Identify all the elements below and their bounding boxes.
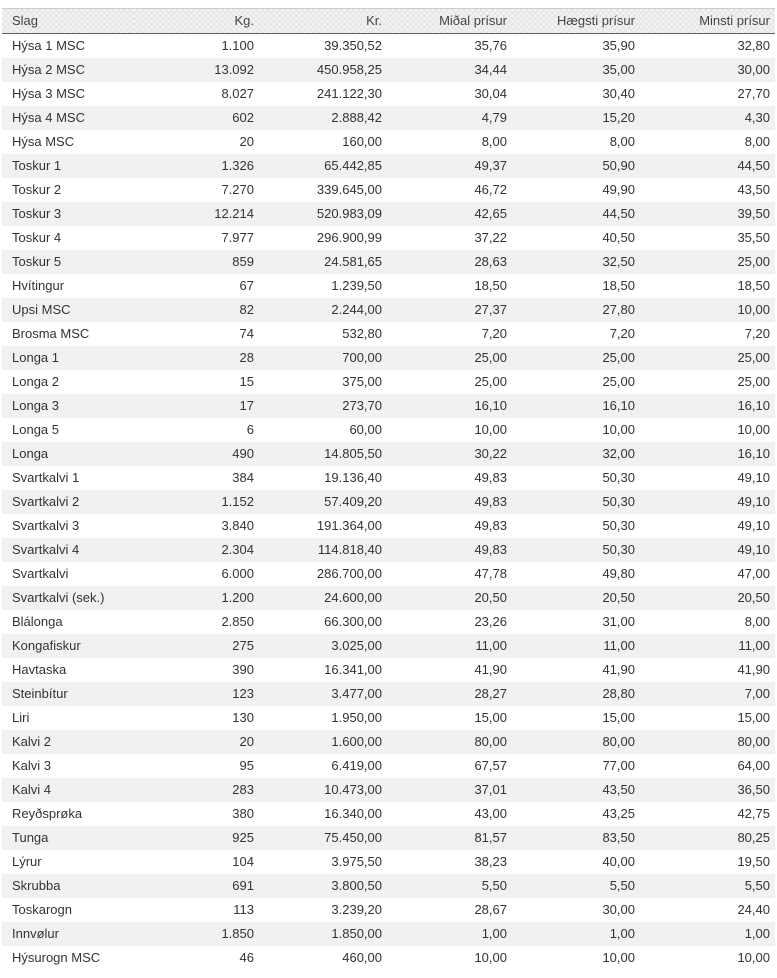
cell-haegsti-prisur: 5,50 <box>609 878 635 893</box>
cell-midal-prisur: 49,83 <box>474 470 507 485</box>
table-row <box>2 466 775 490</box>
cell-kr: 3.800,50 <box>331 878 382 893</box>
cell-slag: Svartkalvi (sek.) <box>12 590 105 605</box>
cell-minsti-prisur: 27,70 <box>737 86 770 101</box>
cell-kr: 3.239,20 <box>331 902 382 917</box>
cell-kr: 24.581,65 <box>324 254 382 269</box>
table-row <box>2 898 775 922</box>
cell-haegsti-prisur: 43,50 <box>602 782 635 797</box>
cell-minsti-prisur: 11,00 <box>738 638 770 653</box>
cell-haegsti-prisur: 30,40 <box>602 86 635 101</box>
cell-slag: Hýsa 3 MSC <box>12 86 85 101</box>
cell-haegsti-prisur: 77,00 <box>602 758 635 773</box>
cell-kr: 16.340,00 <box>324 806 382 821</box>
cell-kr: 286.700,00 <box>316 566 382 581</box>
cell-haegsti-prisur: 83,50 <box>602 830 635 845</box>
cell-kg: 380 <box>232 806 254 821</box>
table-row <box>2 178 775 202</box>
column-header-slag: Slag <box>2 9 134 34</box>
cell-midal-prisur: 49,83 <box>474 542 507 557</box>
table-row <box>2 802 775 826</box>
table-row <box>2 298 775 322</box>
cell-haegsti-prisur: 31,00 <box>602 614 635 629</box>
cell-slag: Longa 5 <box>12 422 59 437</box>
table-row <box>2 490 775 514</box>
column-header-midal-prisur: Miðal prísur <box>387 9 512 34</box>
cell-minsti-prisur: 1,00 <box>744 926 770 941</box>
cell-haegsti-prisur: 15,00 <box>602 710 635 725</box>
cell-haegsti-prisur: 18,50 <box>602 278 635 293</box>
cell-slag: Longa 3 <box>12 398 59 413</box>
cell-minsti-prisur: 47,00 <box>737 566 770 581</box>
cell-kg: 7.977 <box>221 230 254 245</box>
cell-slag: Longa 2 <box>12 374 59 389</box>
cell-midal-prisur: 49,83 <box>474 494 507 509</box>
cell-slag: Longa <box>12 446 49 461</box>
table-row <box>2 82 775 106</box>
cell-midal-prisur: 81,57 <box>474 830 507 845</box>
table-row <box>2 658 775 682</box>
column-header-kg: Kg. <box>134 9 259 34</box>
cell-kr: 16.341,00 <box>324 662 382 677</box>
cell-midal-prisur: 1,00 <box>481 926 507 941</box>
cell-haegsti-prisur: 32,00 <box>602 446 635 461</box>
cell-kg: 859 <box>232 254 254 269</box>
cell-slag: Toskur 2 <box>12 182 62 197</box>
cell-haegsti-prisur: 43,25 <box>602 806 635 821</box>
cell-midal-prisur: 49,37 <box>474 158 507 173</box>
table-row <box>2 706 775 730</box>
cell-minsti-prisur: 25,00 <box>737 374 770 389</box>
cell-kr: 10.473,00 <box>324 782 382 797</box>
cell-slag: Svartkalvi 2 <box>12 494 80 509</box>
table-row <box>2 106 775 130</box>
cell-haegsti-prisur: 28,80 <box>602 686 635 701</box>
cell-haegsti-prisur: 7,20 <box>609 326 635 341</box>
cell-kr: 57.409,20 <box>324 494 382 509</box>
cell-haegsti-prisur: 25,00 <box>602 374 635 389</box>
cell-slag: Hvítingur <box>12 278 65 293</box>
cell-kr: 296.900,99 <box>316 230 382 245</box>
table-row <box>2 418 775 442</box>
cell-slag: Brosma MSC <box>12 326 90 341</box>
cell-haegsti-prisur: 41,90 <box>602 662 635 677</box>
cell-midal-prisur: 10,00 <box>474 422 507 437</box>
cell-kr: 39.350,52 <box>324 38 382 53</box>
cell-kg: 46 <box>239 950 254 965</box>
cell-midal-prisur: 11,00 <box>475 638 507 653</box>
table-body <box>2 34 775 971</box>
cell-kg: 113 <box>233 902 254 917</box>
cell-kr: 1.950,00 <box>331 710 382 725</box>
cell-haegsti-prisur: 50,30 <box>602 494 635 509</box>
cell-kg: 17 <box>239 398 254 413</box>
table-row <box>2 202 775 226</box>
cell-slag: Blálonga <box>12 614 63 629</box>
cell-kg: 6.000 <box>221 566 254 581</box>
price-table <box>2 8 775 970</box>
cell-minsti-prisur: 10,00 <box>737 422 770 437</box>
column-header-minsti-prisur: Minsti prísur <box>640 9 775 34</box>
cell-kr: 375,00 <box>342 374 382 389</box>
cell-slag: Svartkalvi 1 <box>12 470 80 485</box>
cell-haegsti-prisur: 1,00 <box>609 926 635 941</box>
cell-minsti-prisur: 80,25 <box>737 830 770 845</box>
cell-kg: 1.850 <box>221 926 254 941</box>
cell-slag: Svartkalvi 3 <box>12 518 80 533</box>
cell-kr: 520.983,09 <box>316 206 382 221</box>
cell-haegsti-prisur: 32,50 <box>602 254 635 269</box>
cell-kr: 241.122,30 <box>316 86 382 101</box>
table-row <box>2 370 775 394</box>
cell-haegsti-prisur: 49,80 <box>602 566 635 581</box>
cell-minsti-prisur: 7,00 <box>744 686 770 701</box>
cell-minsti-prisur: 49,10 <box>737 470 770 485</box>
cell-minsti-prisur: 8,00 <box>744 614 770 629</box>
cell-minsti-prisur: 8,00 <box>744 134 770 149</box>
table-row <box>2 850 775 874</box>
cell-midal-prisur: 28,67 <box>474 902 507 917</box>
cell-midal-prisur: 80,00 <box>474 734 507 749</box>
cell-haegsti-prisur: 50,90 <box>602 158 635 173</box>
cell-midal-prisur: 16,10 <box>474 398 507 413</box>
cell-haegsti-prisur: 40,50 <box>602 230 635 245</box>
cell-kr: 66.300,00 <box>324 614 382 629</box>
cell-slag: Reyðsprøka <box>12 806 83 821</box>
cell-kr: 6.419,00 <box>331 758 382 773</box>
cell-slag: Kalvi 3 <box>12 758 52 773</box>
cell-minsti-prisur: 10,00 <box>737 302 770 317</box>
cell-kr: 339.645,00 <box>316 182 382 197</box>
cell-midal-prisur: 27,37 <box>474 302 507 317</box>
cell-midal-prisur: 30,04 <box>474 86 507 101</box>
cell-kg: 130 <box>232 710 254 725</box>
cell-kg: 390 <box>232 662 254 677</box>
cell-kr: 60,00 <box>349 422 382 437</box>
cell-slag: Hýsa MSC <box>12 134 75 149</box>
cell-minsti-prisur: 30,00 <box>737 62 770 77</box>
cell-slag: Svartkalvi 4 <box>12 542 80 557</box>
cell-kg: 1.200 <box>221 590 254 605</box>
cell-midal-prisur: 15,00 <box>474 710 507 725</box>
header-row <box>2 9 775 34</box>
cell-kg: 275 <box>232 638 254 653</box>
table-row <box>2 922 775 946</box>
cell-kg: 104 <box>232 854 254 869</box>
cell-haegsti-prisur: 27,80 <box>602 302 635 317</box>
cell-haegsti-prisur: 11,00 <box>603 638 635 653</box>
cell-kg: 384 <box>232 470 254 485</box>
cell-midal-prisur: 18,50 <box>474 278 507 293</box>
cell-kg: 2.304 <box>221 542 254 557</box>
table-row <box>2 226 775 250</box>
cell-kg: 602 <box>232 110 254 125</box>
cell-kr: 2.888,42 <box>331 110 382 125</box>
cell-minsti-prisur: 42,75 <box>737 806 770 821</box>
cell-kr: 65.442,85 <box>324 158 382 173</box>
cell-haegsti-prisur: 10,00 <box>602 422 635 437</box>
cell-haegsti-prisur: 16,10 <box>602 398 635 413</box>
cell-kg: 74 <box>239 326 254 341</box>
cell-midal-prisur: 46,72 <box>474 182 507 197</box>
cell-haegsti-prisur: 49,90 <box>602 182 635 197</box>
cell-kr: 700,00 <box>342 350 382 365</box>
cell-minsti-prisur: 15,00 <box>737 710 770 725</box>
cell-kg: 28 <box>239 350 254 365</box>
cell-kg: 20 <box>239 734 254 749</box>
cell-kg: 15 <box>239 374 254 389</box>
table-row <box>2 562 775 586</box>
cell-midal-prisur: 5,50 <box>481 878 507 893</box>
cell-kg: 13.092 <box>214 62 254 77</box>
cell-midal-prisur: 67,57 <box>474 758 507 773</box>
cell-minsti-prisur: 25,00 <box>737 350 770 365</box>
table-row <box>2 946 775 970</box>
cell-minsti-prisur: 10,00 <box>737 950 770 965</box>
cell-midal-prisur: 23,26 <box>474 614 507 629</box>
cell-midal-prisur: 28,63 <box>474 254 507 269</box>
cell-haegsti-prisur: 80,00 <box>602 734 635 749</box>
cell-slag: Innvølur <box>12 926 59 941</box>
cell-midal-prisur: 7,20 <box>481 326 507 341</box>
table-row <box>2 826 775 850</box>
cell-minsti-prisur: 39,50 <box>737 206 770 221</box>
cell-midal-prisur: 28,27 <box>474 686 507 701</box>
cell-kg: 2.850 <box>221 614 254 629</box>
cell-kg: 7.270 <box>221 182 254 197</box>
cell-haegsti-prisur: 25,00 <box>602 350 635 365</box>
cell-minsti-prisur: 49,10 <box>737 542 770 557</box>
cell-midal-prisur: 43,00 <box>474 806 507 821</box>
cell-slag: Toskur 3 <box>12 206 62 221</box>
cell-midal-prisur: 8,00 <box>481 134 507 149</box>
table-row <box>2 34 775 59</box>
cell-slag: Hýsurogn MSC <box>12 950 101 965</box>
cell-midal-prisur: 25,00 <box>474 374 507 389</box>
column-header-haegsti-prisur: Hægsti prísur <box>512 9 640 34</box>
cell-minsti-prisur: 18,50 <box>737 278 770 293</box>
cell-kg: 20 <box>239 134 254 149</box>
cell-slag: Toskur 1 <box>12 158 62 173</box>
cell-kg: 95 <box>239 758 254 773</box>
table-row <box>2 130 775 154</box>
cell-minsti-prisur: 44,50 <box>737 158 770 173</box>
cell-slag: Lýrur <box>12 854 42 869</box>
cell-kr: 3.025,00 <box>331 638 382 653</box>
cell-kg: 123 <box>232 686 254 701</box>
cell-minsti-prisur: 25,00 <box>737 254 770 269</box>
cell-kr: 1.600,00 <box>331 734 382 749</box>
cell-kg: 12.214 <box>214 206 254 221</box>
cell-kg: 3.840 <box>221 518 254 533</box>
table-row <box>2 586 775 610</box>
cell-minsti-prisur: 43,50 <box>737 182 770 197</box>
table-row <box>2 682 775 706</box>
table-row <box>2 250 775 274</box>
cell-kr: 160,00 <box>342 134 382 149</box>
table-row <box>2 346 775 370</box>
cell-midal-prisur: 47,78 <box>474 566 507 581</box>
cell-kg: 691 <box>232 878 254 893</box>
cell-slag: Svartkalvi <box>12 566 69 581</box>
cell-slag: Toskarogn <box>12 902 72 917</box>
cell-haegsti-prisur: 35,90 <box>602 38 635 53</box>
cell-kg: 1.100 <box>221 38 254 53</box>
cell-minsti-prisur: 20,50 <box>737 590 770 605</box>
cell-kg: 8.027 <box>221 86 254 101</box>
cell-haegsti-prisur: 15,20 <box>602 110 635 125</box>
cell-kr: 460,00 <box>342 950 382 965</box>
table-row <box>2 274 775 298</box>
cell-midal-prisur: 37,01 <box>474 782 507 797</box>
column-header-kr: Kr. <box>259 9 387 34</box>
cell-midal-prisur: 35,76 <box>474 38 507 53</box>
cell-midal-prisur: 4,79 <box>481 110 507 125</box>
cell-slag: Hýsa 1 MSC <box>12 38 85 53</box>
cell-minsti-prisur: 19,50 <box>737 854 770 869</box>
cell-haegsti-prisur: 35,00 <box>602 62 635 77</box>
cell-minsti-prisur: 4,30 <box>744 110 770 125</box>
cell-kr: 14.805,50 <box>324 446 382 461</box>
cell-slag: Kalvi 2 <box>12 734 52 749</box>
cell-minsti-prisur: 5,50 <box>744 878 770 893</box>
cell-slag: Kalvi 4 <box>12 782 52 797</box>
cell-slag: Skrubba <box>12 878 61 893</box>
cell-slag: Upsi MSC <box>12 302 71 317</box>
table-row <box>2 538 775 562</box>
cell-slag: Hýsa 4 MSC <box>12 110 85 125</box>
table-row <box>2 58 775 82</box>
cell-slag: Toskur 5 <box>12 254 62 269</box>
cell-kr: 3.975,50 <box>331 854 382 869</box>
table-row <box>2 514 775 538</box>
table-row <box>2 634 775 658</box>
cell-kg: 67 <box>239 278 254 293</box>
cell-haegsti-prisur: 40,00 <box>602 854 635 869</box>
cell-midal-prisur: 10,00 <box>474 950 507 965</box>
cell-kr: 114.818,40 <box>317 542 382 557</box>
cell-minsti-prisur: 24,40 <box>737 902 770 917</box>
cell-kr: 3.477,00 <box>331 686 382 701</box>
cell-kr: 191.364,00 <box>316 518 382 533</box>
cell-haegsti-prisur: 10,00 <box>602 950 635 965</box>
cell-kr: 75.450,00 <box>324 830 382 845</box>
cell-slag: Longa 1 <box>12 350 59 365</box>
cell-kg: 1.326 <box>221 158 254 173</box>
cell-kr: 24.600,00 <box>324 590 382 605</box>
cell-kr: 273,70 <box>342 398 382 413</box>
table-row <box>2 442 775 466</box>
cell-midal-prisur: 30,22 <box>474 446 507 461</box>
cell-midal-prisur: 37,22 <box>474 230 507 245</box>
cell-kg: 82 <box>239 302 254 317</box>
cell-minsti-prisur: 16,10 <box>737 446 770 461</box>
cell-haegsti-prisur: 50,30 <box>602 542 635 557</box>
table-row <box>2 874 775 898</box>
cell-midal-prisur: 34,44 <box>474 62 507 77</box>
table-row <box>2 754 775 778</box>
cell-kg: 283 <box>232 782 254 797</box>
cell-kr: 19.136,40 <box>324 470 382 485</box>
cell-slag: Toskur 4 <box>12 230 62 245</box>
cell-kg: 925 <box>232 830 254 845</box>
cell-kr: 1.239,50 <box>331 278 382 293</box>
cell-kg: 6 <box>246 422 254 437</box>
table-row <box>2 394 775 418</box>
cell-minsti-prisur: 35,50 <box>737 230 770 245</box>
cell-midal-prisur: 49,83 <box>474 518 507 533</box>
cell-midal-prisur: 41,90 <box>474 662 507 677</box>
cell-haegsti-prisur: 30,00 <box>602 902 635 917</box>
cell-kr: 532,80 <box>342 326 382 341</box>
cell-kg: 1.152 <box>221 494 254 509</box>
cell-minsti-prisur: 41,90 <box>737 662 770 677</box>
cell-minsti-prisur: 64,00 <box>737 758 770 773</box>
cell-haegsti-prisur: 44,50 <box>602 206 635 221</box>
cell-minsti-prisur: 36,50 <box>737 782 770 797</box>
cell-haegsti-prisur: 50,30 <box>602 470 635 485</box>
table-row <box>2 730 775 754</box>
table-row <box>2 610 775 634</box>
cell-minsti-prisur: 7,20 <box>744 326 770 341</box>
cell-slag: Havtaska <box>12 662 67 677</box>
table-row <box>2 154 775 178</box>
cell-slag: Steinbítur <box>12 686 68 701</box>
cell-midal-prisur: 25,00 <box>474 350 507 365</box>
cell-kr: 1.850,00 <box>331 926 382 941</box>
cell-kg: 490 <box>232 446 254 461</box>
cell-minsti-prisur: 80,00 <box>737 734 770 749</box>
cell-haegsti-prisur: 8,00 <box>609 134 635 149</box>
cell-minsti-prisur: 49,10 <box>737 518 770 533</box>
cell-minsti-prisur: 32,80 <box>737 38 770 53</box>
cell-kr: 450.958,25 <box>316 62 382 77</box>
cell-midal-prisur: 20,50 <box>474 590 507 605</box>
cell-minsti-prisur: 16,10 <box>737 398 770 413</box>
cell-midal-prisur: 42,65 <box>474 206 507 221</box>
cell-minsti-prisur: 49,10 <box>737 494 770 509</box>
cell-haegsti-prisur: 50,30 <box>602 518 635 533</box>
cell-kr: 2.244,00 <box>331 302 382 317</box>
cell-slag: Kongafiskur <box>12 638 81 653</box>
table-row <box>2 322 775 346</box>
cell-midal-prisur: 38,23 <box>474 854 507 869</box>
cell-slag: Hýsa 2 MSC <box>12 62 85 77</box>
cell-slag: Tunga <box>12 830 49 845</box>
cell-haegsti-prisur: 20,50 <box>602 590 635 605</box>
cell-slag: Liri <box>12 710 30 725</box>
table-row <box>2 778 775 802</box>
